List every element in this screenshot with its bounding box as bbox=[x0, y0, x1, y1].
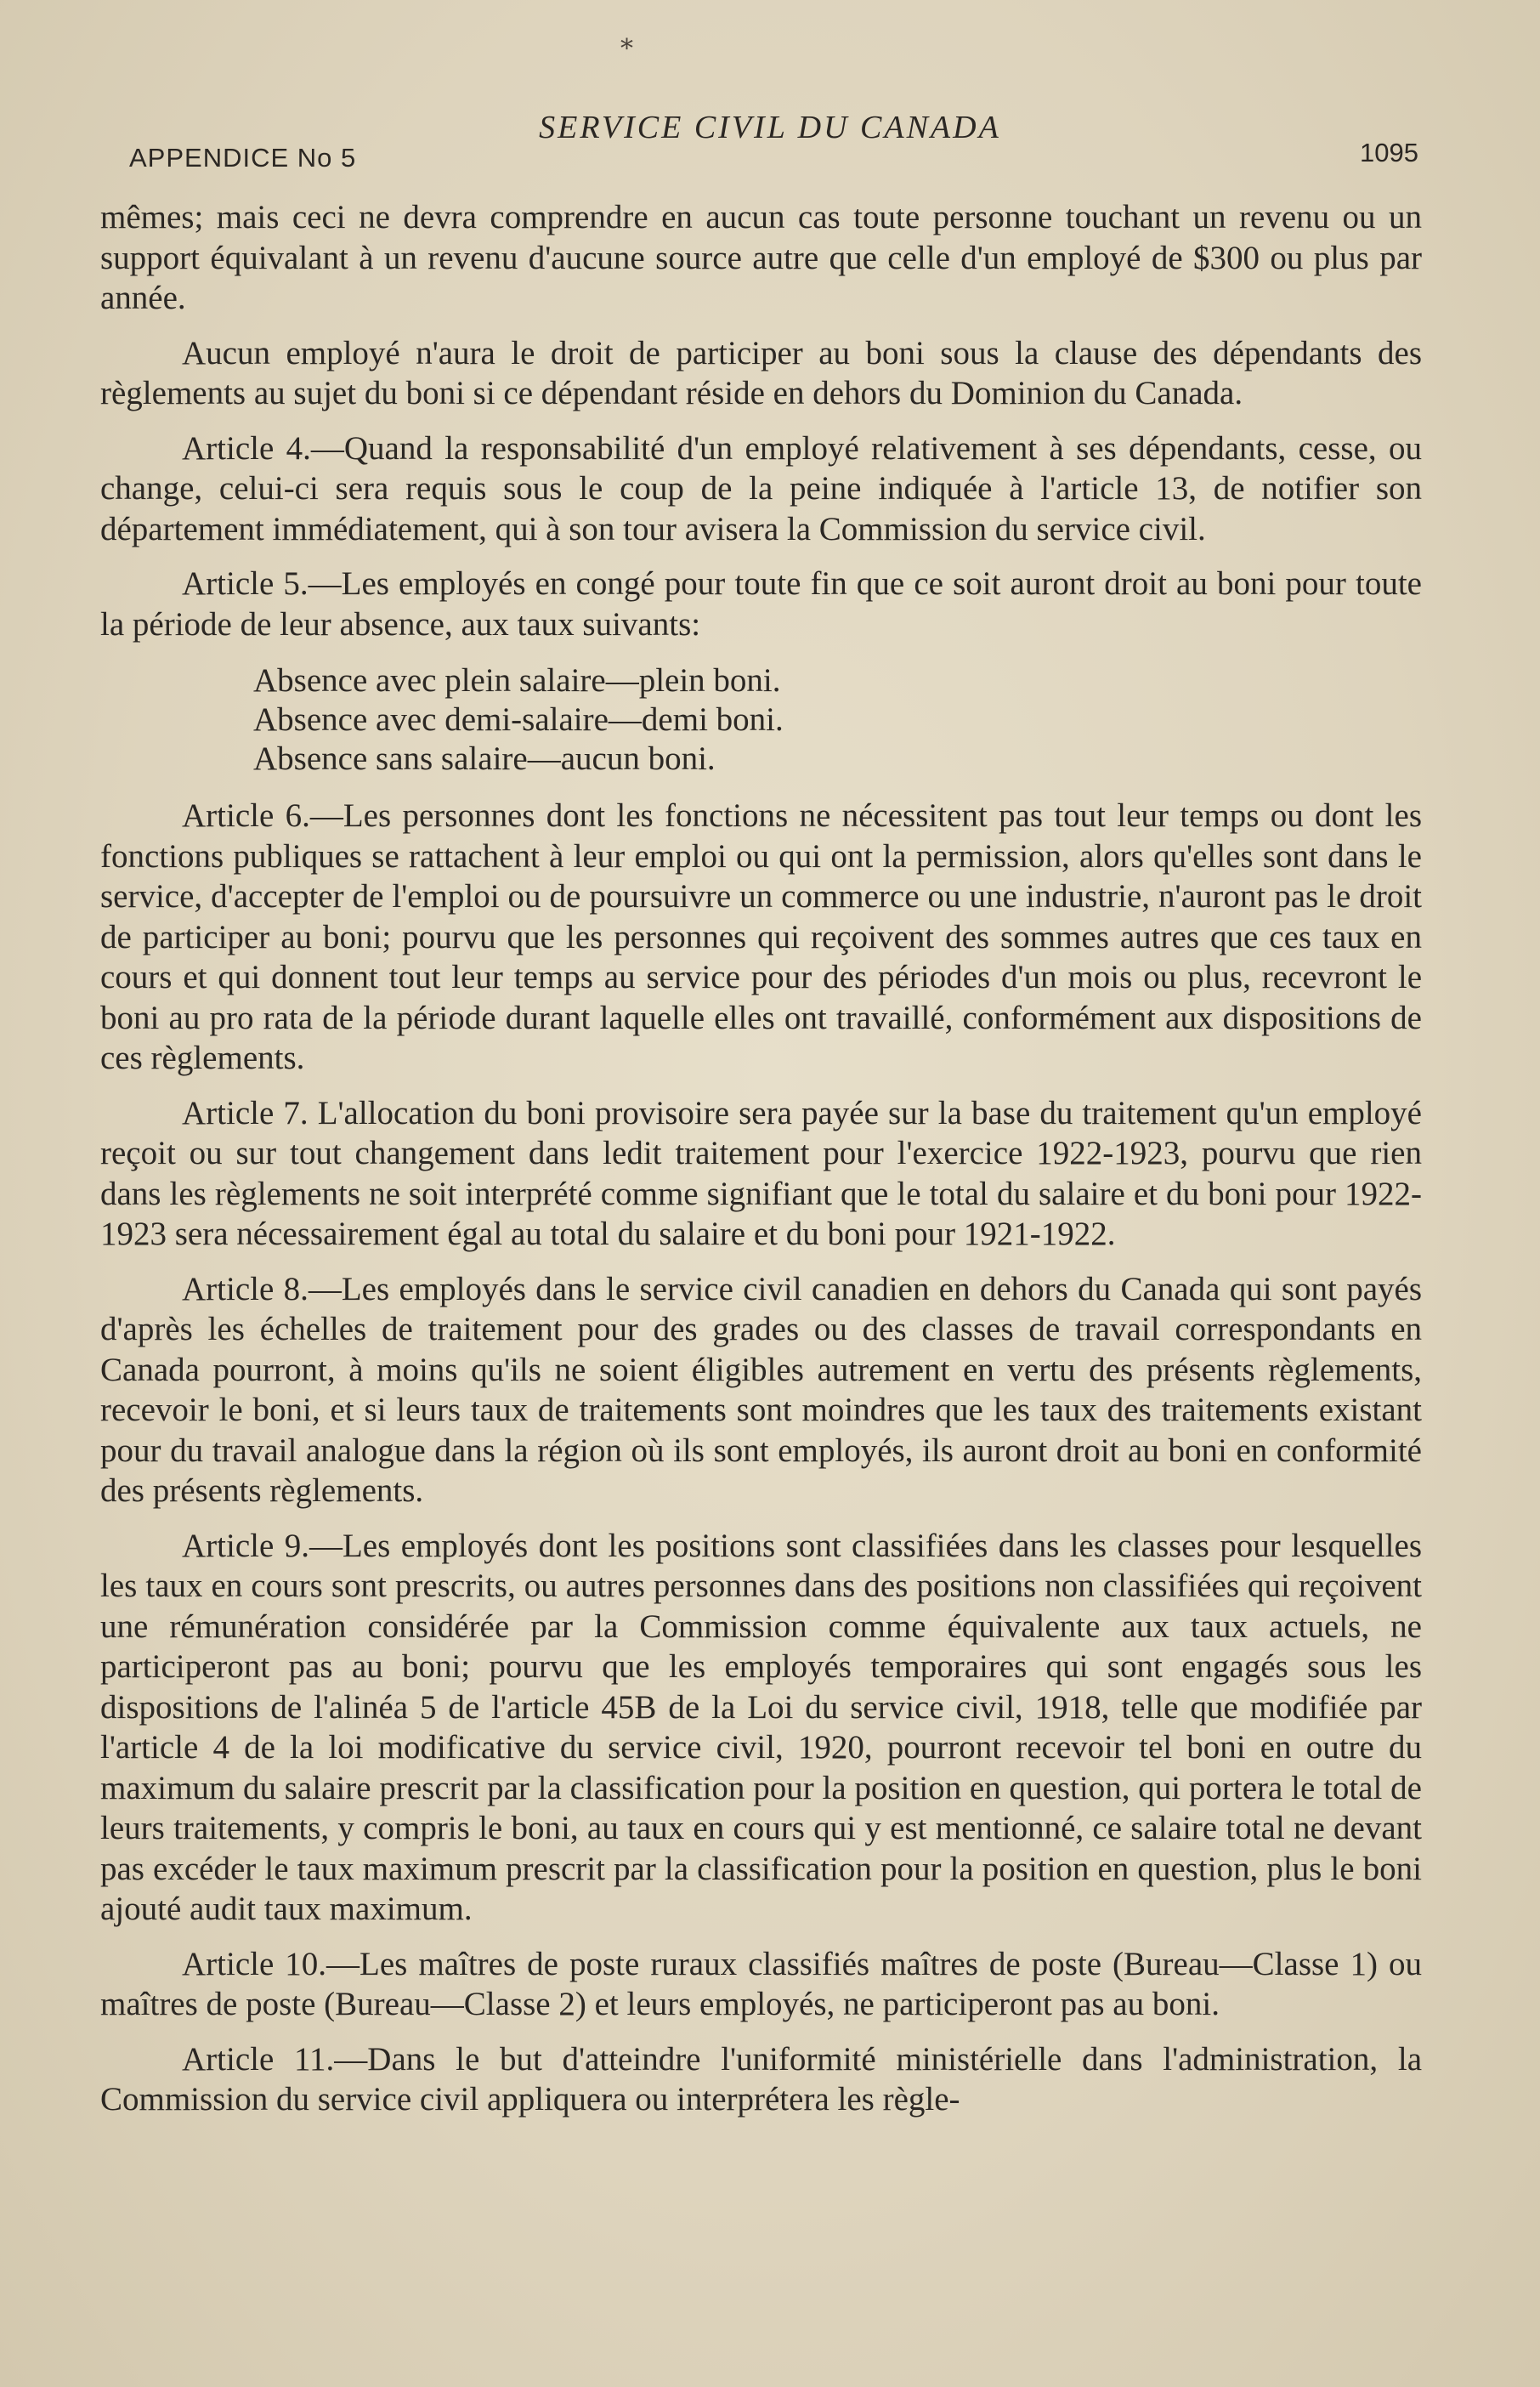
print-mark: * bbox=[620, 34, 633, 64]
article-5: Article 5.—Les employés en congé pour toute fin que ce soit auront droit au boni pour toute la période de leur absence, aux taux suivants: bbox=[100, 565, 1422, 643]
article-8: Article 8.—Les employés dans le service civil canadien en dehors du Canada qui sont payés d'après les échelles de traitement pour des grades ou des classes de travail correspondants en Canada pourront, à moins qu'ils ne soient éligibles autrement en vertu des présents règlements, recevoir le boni, et si leurs taux de traitements sont moindres que les taux des traitements existant pour du travail analogue dans la région où ils sont employés, ils auront droit au boni en conformité des présents règlements. bbox=[100, 1270, 1422, 1509]
article-11: Article 11.—Dans le but d'atteindre l'uniformité ministérielle dans l'administration, la Commission du service civil appliquera ou interprétera les règle- bbox=[100, 2040, 1422, 2118]
list-item: Absence avec plein salaire—plein boni. bbox=[253, 662, 781, 699]
list-item: Absence avec demi-salaire—demi boni. bbox=[253, 701, 784, 738]
list-item: Absence sans salaire—aucun boni. bbox=[253, 740, 716, 777]
body-text bbox=[100, 197, 1422, 2135]
absence-list bbox=[253, 661, 1422, 779]
paragraph: Aucun employé n'aura le droit de participer au boni sous la clause des dépendants des règlements au sujet du boni si ce dépendant réside en dehors du Dominion du Canada. bbox=[100, 334, 1422, 411]
article-4: Article 4.—Quand la responsabilité d'un employé relativement à ses dépendants, cesse, ou change, celui-ci sera requis sous le coup de la peine indiquée à l'article 13, de notifier son département immédiatement, qui à son tour avisera la Commission du service civil. bbox=[100, 429, 1422, 547]
page-number: 1095 bbox=[1360, 138, 1418, 167]
running-title: SERVICE CIVIL DU CANADA bbox=[539, 110, 1001, 145]
appendix-label: APPENDICE No 5 bbox=[129, 143, 357, 173]
article-10: Article 10.—Les maîtres de poste ruraux classifiés maîtres de poste (Bureau—Classe 1) ou maîtres de poste (Bureau—Classe 2) et leurs employés, ne participeront pas au boni. bbox=[100, 1945, 1422, 2022]
paragraph: mêmes; mais ceci ne devra comprendre en aucun cas toute personne touchant un revenu ou un support équivalant à un revenu d'aucune source autre que celle d'un employé de $300 ou plus par année. bbox=[100, 199, 1422, 316]
article-7: Article 7. L'allocation du boni provisoire sera payée sur la base du traitement qu'un employé reçoit ou sur tout changement dans ledit traitement pour l'exercice 1922-1923, pourvu que rien dans les règlements ne soit interprété comme signifiant que le total du salaire et du boni pour 1922-1923 sera nécessairement égal au total du salaire et du boni pour 1921-1922. bbox=[100, 1094, 1422, 1252]
article-6: Article 6.—Les personnes dont les fonctions ne nécessitent pas tout leur temps ou dont les fonctions publiques se rattachent à leur emploi ou qui ont la permission, alors qu'elles sont dans le service, d'accepter de l'emploi ou de poursuivre un commerce ou une industrie, n'auront pas le droit de participer au boni; pourvu que les personnes qui reçoivent des sommes autres que ces taux en cours et qui donnent tout leur temps au service pour des périodes d'un mois ou plus, recevront le boni au pro rata de la période durant laquelle elles ont travaillé, conformément aux dispositions de ces règlements. bbox=[100, 797, 1422, 1076]
article-9: Article 9.—Les employés dont les positions sont classifiées dans les classes pour lesquelles les taux en cours sont prescrits, ou autres personnes dans des positions non classifiées qui reçoivent une rémunération considérée par la Commission comme équivalente aux taux actuels, ne participeront pas au boni; pourvu que les employés temporaires qui sont engagés sous les dispositions de l'alinéa 5 de l'article 45B de la Loi du service civil, 1918, telle que modifiée par l'article 4 de la loi modificative du service civil, 1920, pourront recevoir tel boni en outre du maximum du salaire prescrit par la classification pour la position en question, qui portera le total de leurs traitements, y compris le boni, au taux en cours qui y est mentionné, ce salaire total ne devant pas excéder le taux maximum prescrit par la classification pour la position en question, plus le boni ajouté audit taux maximum. bbox=[100, 1527, 1422, 1927]
